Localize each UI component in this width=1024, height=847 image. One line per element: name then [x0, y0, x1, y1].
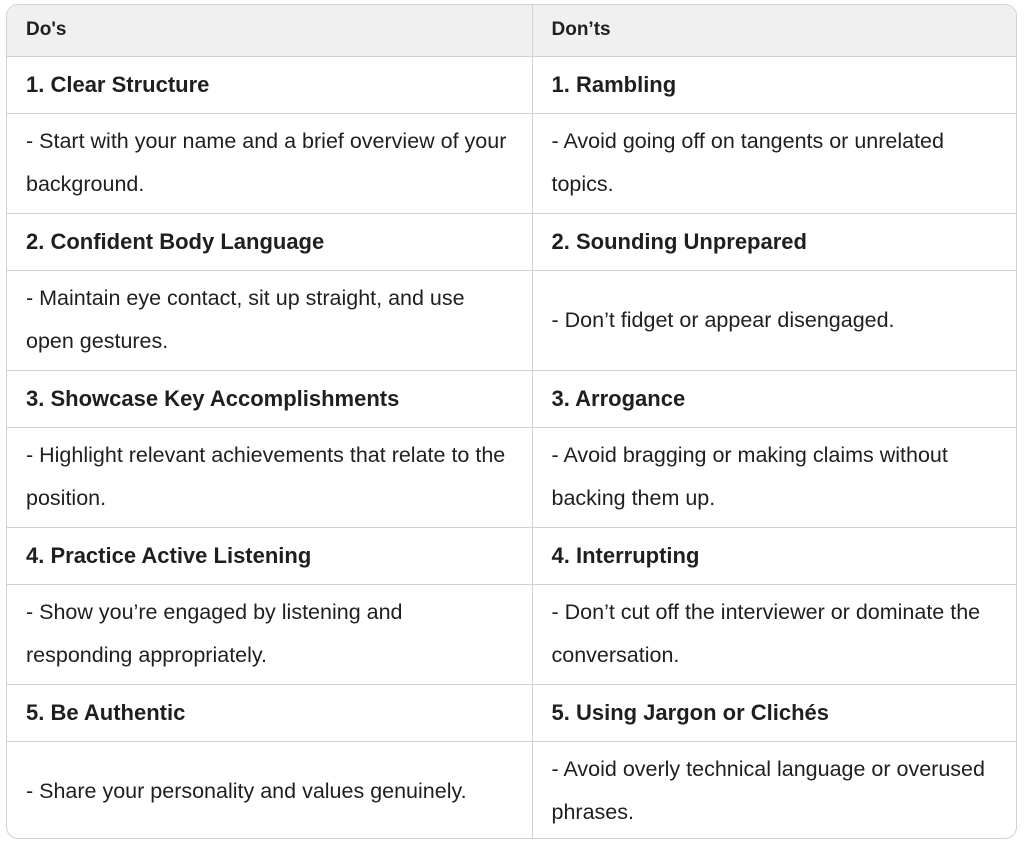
comparison-table — [7, 5, 1016, 839]
do-title: 3. Showcase Key Accomplishments — [7, 370, 532, 427]
do-title: 4. Practice Active Listening — [7, 527, 532, 584]
table-row — [7, 213, 1016, 270]
table-row — [7, 584, 1016, 684]
dont-title: 3. Arrogance — [532, 370, 1016, 427]
dont-text: - Don’t fidget or appear disengaged. — [532, 270, 1016, 370]
table-row — [7, 684, 1016, 741]
table-row — [7, 113, 1016, 213]
dos-donts-table — [6, 4, 1017, 839]
table-row — [7, 56, 1016, 113]
do-text: - Maintain eye contact, sit up straight, and use open gestures. — [7, 270, 532, 370]
dont-text: - Avoid overly technical language or overused phrases. — [532, 741, 1016, 839]
dont-title: 2. Sounding Unprepared — [532, 213, 1016, 270]
table-row — [7, 270, 1016, 370]
dont-text: - Avoid bragging or making claims without backing them up. — [532, 427, 1016, 527]
do-text: - Highlight relevant achievements that relate to the position. — [7, 427, 532, 527]
do-title: 5. Be Authentic — [7, 684, 532, 741]
do-title: 2. Confident Body Language — [7, 213, 532, 270]
dont-text: - Avoid going off on tangents or unrelated topics. — [532, 113, 1016, 213]
header-donts: Don’ts — [532, 5, 1016, 56]
table-row — [7, 370, 1016, 427]
dont-title: 1. Rambling — [532, 56, 1016, 113]
table-row — [7, 741, 1016, 839]
do-text: - Start with your name and a brief overview of your background. — [7, 113, 532, 213]
do-text: - Show you’re engaged by listening and responding appropriately. — [7, 584, 532, 684]
dont-title: 4. Interrupting — [532, 527, 1016, 584]
do-title: 1. Clear Structure — [7, 56, 532, 113]
dont-text: - Don’t cut off the interviewer or dominate the conversation. — [532, 584, 1016, 684]
table-row — [7, 527, 1016, 584]
header-dos: Do's — [7, 5, 532, 56]
table-row — [7, 427, 1016, 527]
do-text: - Share your personality and values genuinely. — [26, 778, 467, 803]
dont-title: 5. Using Jargon or Clichés — [532, 684, 1016, 741]
table-header-row — [7, 5, 1016, 56]
